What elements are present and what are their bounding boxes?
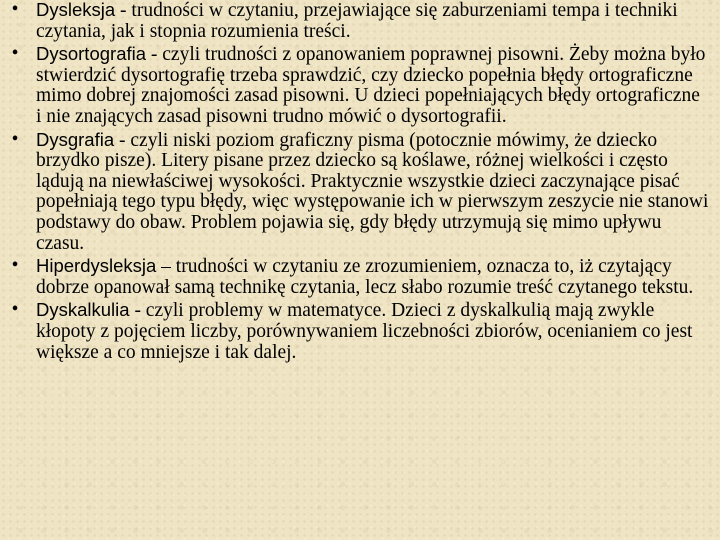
bullet-icon: • [11, 299, 19, 321]
term-dysleksja: Dysleksja [36, 0, 116, 20]
definition-dysgrafia: - czyli niski poziom graficzny pisma (potocznie mówimy, że dziecko brzydko pisze). Litery pisane przez dziecko są koślawe, różnej wielkości i często lądują na niewłaściwej wysokości. Praktycznie wszystkie dzieci zaczynające pisać popełniają tego typu błędy, więc występowanie ich w pierwszym zeszycie nie stanowi podstawy do obaw. Problem pojawia się, gdy błędy utrzymują się mimo upływu czasu. [36, 129, 709, 254]
definition-dyskalkulia: - czyli problemy w matematyce. Dzieci z dyskalkulią mają zwykle kłopoty z pojęciem liczby, porównywaniem liczebności zbiorów, ocenianiem co jest większe a co mniejsze i tak dalej. [36, 300, 693, 363]
definition-dysleksja: - trudności w czytaniu, przejawiające się zaburzeniami tempa i techniki czytania, jak i stopnia rozumienia treści. [36, 0, 678, 42]
list-item-dysortografia [6, 44, 710, 127]
list-item-hiperdysleksja [6, 256, 710, 298]
list-item-dysleksja [6, 0, 710, 42]
bullet-icon: • [11, 43, 19, 65]
term-dysortografia: Dysortografia [36, 43, 147, 65]
term-dyskalkulia: Dyskalkulia [36, 299, 130, 321]
list-item-dyskalkulia [6, 300, 710, 363]
bullet-icon: • [11, 0, 19, 20]
definition-hiperdysleksja: – trudności w czytaniu ze zrozumieniem, oznacza to, iż czytający dobrze opanował samą technikę czytania, lecz słabo rozumie treść czytanego tekstu. [36, 256, 694, 298]
bullet-list [6, 0, 710, 363]
bullet-icon: • [11, 255, 19, 277]
term-dysgrafia: Dysgrafia [36, 128, 115, 150]
definition-dysortografia: - czyli trudności z opanowaniem poprawnej pisowni. Żeby można było stwierdzić dysortografię trzeba sprawdzić, czy dziecko popełnia błędy ortograficzne mimo dobrej znajomości zasad pisowni. U dzieci popełniających błędy ortograficzne i nie znających zasad pisowni trudno mówić o dysortografii. [36, 44, 706, 127]
term-hiperdysleksja: Hiperdysleksja [36, 255, 157, 277]
bullet-icon: • [11, 128, 19, 150]
list-item-dysgrafia [6, 130, 710, 255]
